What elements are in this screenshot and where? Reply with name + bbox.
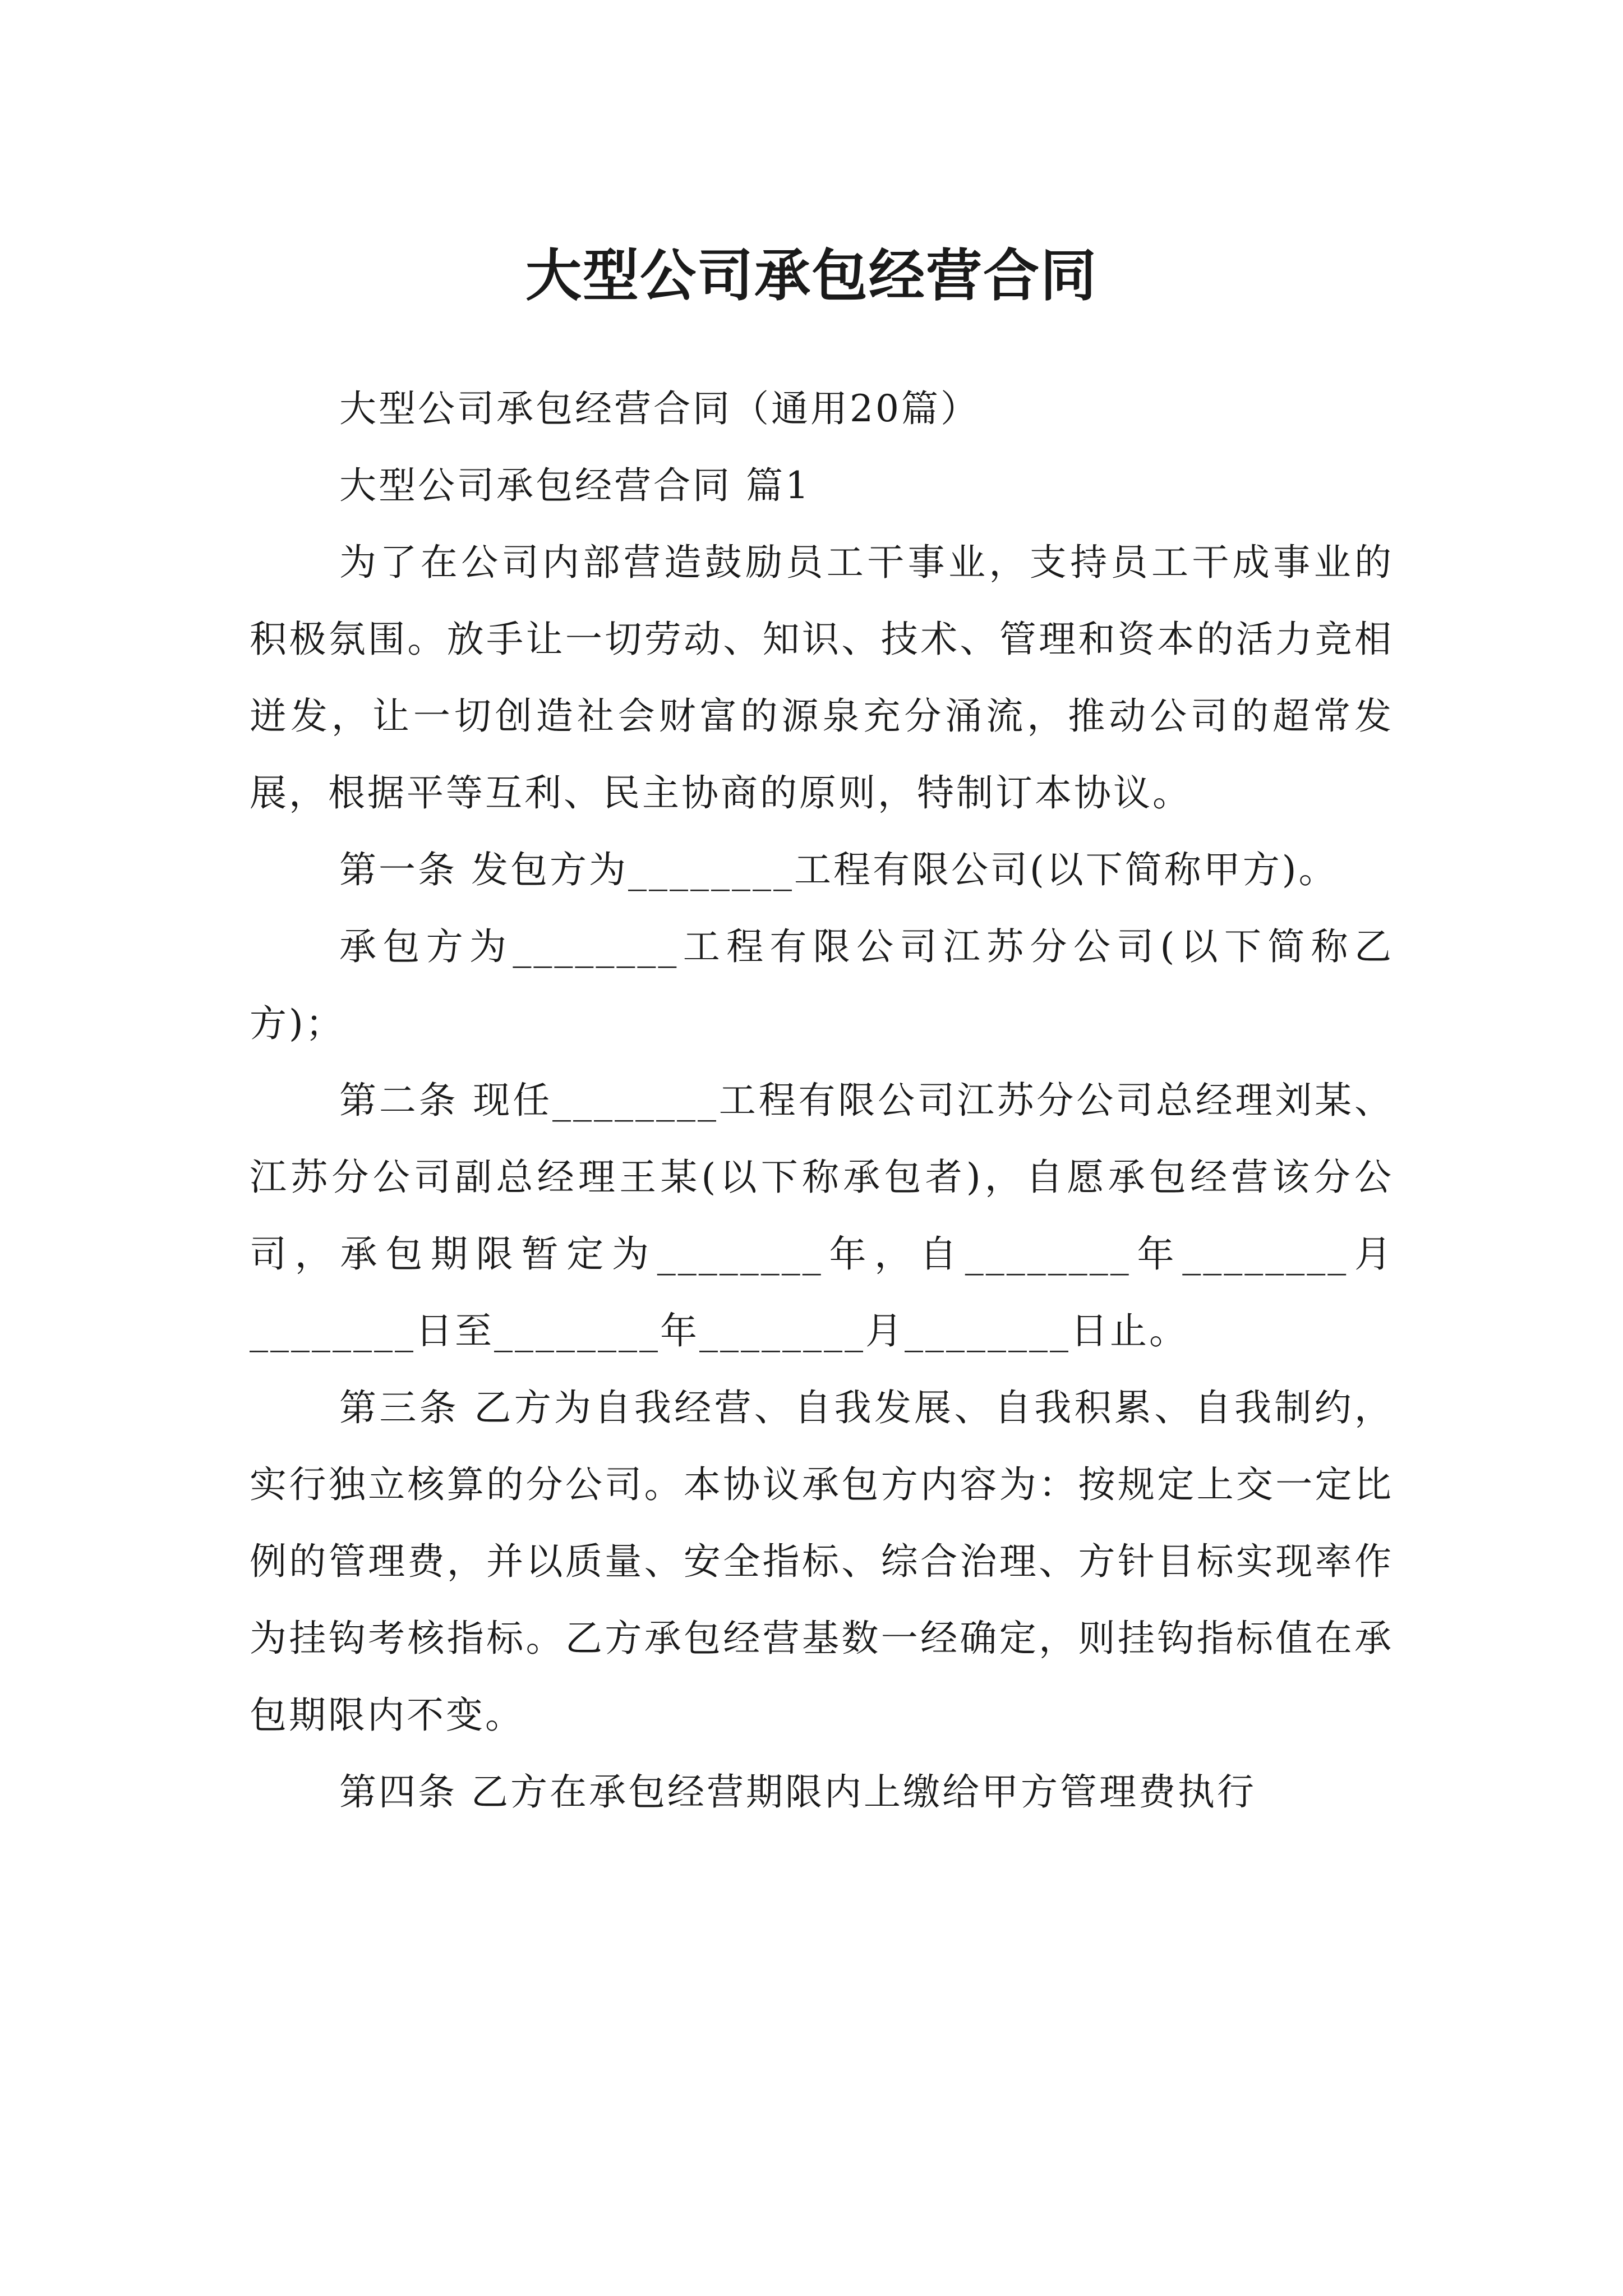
paragraph-contractor: 承包方为________工程有限公司江苏分公司(以下简称乙方)； [250,925,1394,1045]
paragraph-preamble: 为了在公司内部营造鼓励员工干事业，支持员工干成事业的积极氛围。放手让一切劳动、知识、技术、管理和资本的活力竞相迸发，让一切创造社会财富的源泉充分涌流，推动公司的超常发展，根据平等互利、民主协商的原则，特制订本协议。 [250,541,1394,815]
paragraph-section-heading: 大型公司承包经营合同 篇1 [339,464,811,507]
paragraph-article-1: 第一条 发包方为________工程有限公司(以下简称甲方)。 [339,848,1338,891]
paragraph-article-4: 第四条 乙方在承包经营期限内上缴给甲方管理费执行 [339,1770,1256,1814]
document-title: 大型公司承包经营合同 [525,243,1098,309]
paragraph-article-2: 第二条 现任________工程有限公司江苏分公司总经理刘某、江苏分公司副总经理王某(以下称承包者)，自愿承包经营该分公司，承包期限暂定为________年，自________年________月________日至________年________月________日止。 [250,1079,1394,1352]
document-body [250,370,1394,1830]
paragraph-article-3: 第三条 乙方为自我经营、自我发展、自我积累、自我制约，实行独立核算的分公司。本协议承包方内容为：按规定上交一定比例的管理费，并以质量、安全指标、综合治理、方针目标实现率作为挂钩考核指标。乙方承包经营基数一经确定，则挂钩指标值在承包期限内不变。 [250,1386,1394,1737]
paragraph-subtitle: 大型公司承包经营合同（通用20篇） [339,387,980,430]
